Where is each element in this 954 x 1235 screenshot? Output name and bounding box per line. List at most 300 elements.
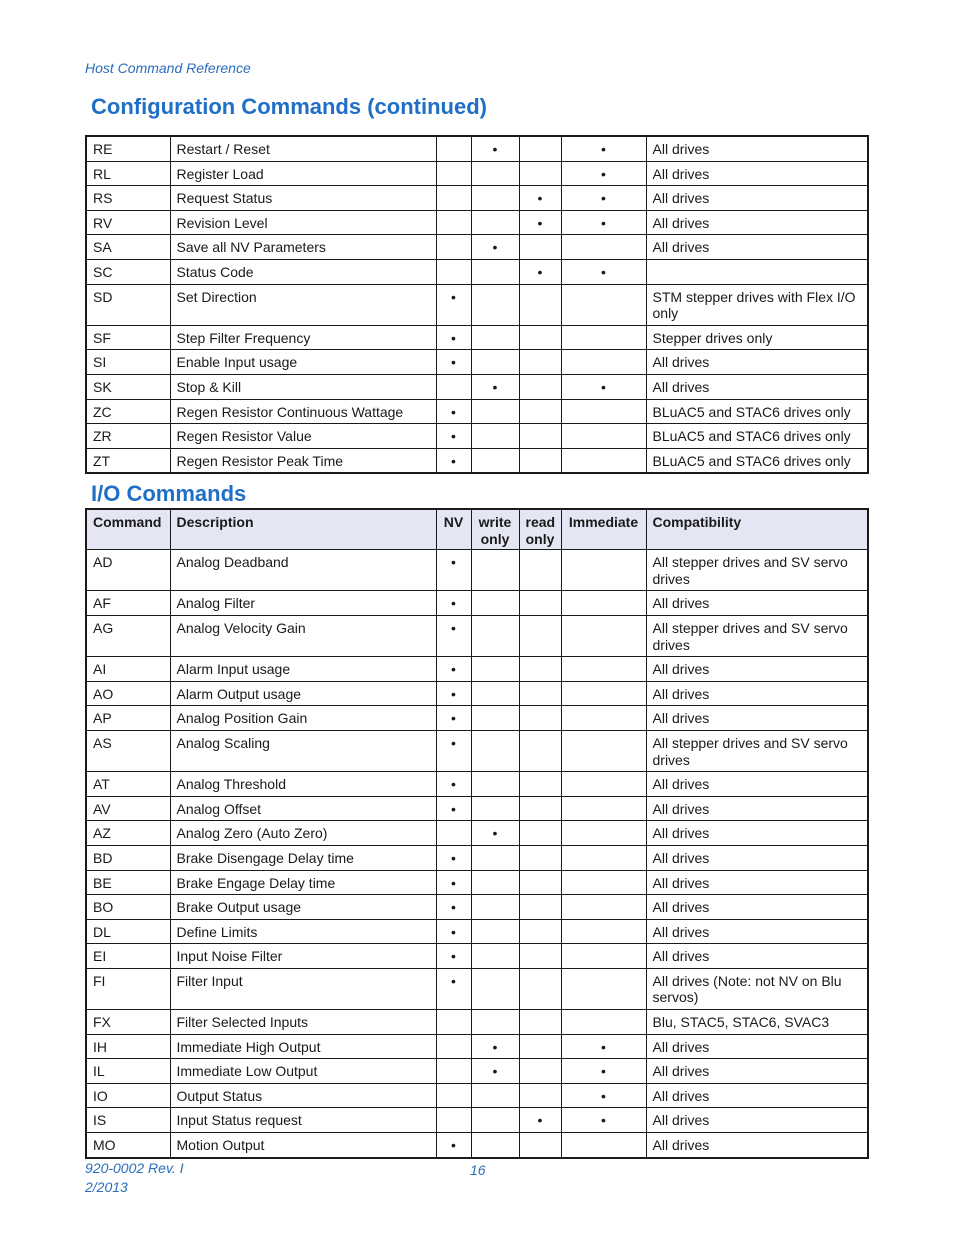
cell-write-only: • <box>471 1059 519 1084</box>
cell-command: DL <box>86 919 170 944</box>
cell-read-only <box>519 895 561 920</box>
cell-write-only <box>471 161 519 186</box>
cell-read-only <box>519 796 561 821</box>
cell-description: Analog Scaling <box>170 730 436 771</box>
cell-description: Step Filter Frequency <box>170 325 436 350</box>
cell-immediate <box>561 235 646 260</box>
cell-write-only <box>471 845 519 870</box>
cell-description: Analog Position Gain <box>170 706 436 731</box>
cell-read-only <box>519 1034 561 1059</box>
cell-compatibility: All drives <box>646 591 868 616</box>
cell-write-only <box>471 1108 519 1133</box>
cell-read-only <box>519 424 561 449</box>
table-row <box>86 968 868 1009</box>
cell-description: Output Status <box>170 1083 436 1108</box>
cell-description: Regen Resistor Continuous Wattage <box>170 399 436 424</box>
cell-command: AS <box>86 730 170 771</box>
cell-description: Motion Output <box>170 1133 436 1158</box>
cell-nv: • <box>436 968 471 1009</box>
cell-read-only <box>519 448 561 473</box>
cell-nv <box>436 210 471 235</box>
table-row <box>86 448 868 473</box>
cell-read-only <box>519 772 561 797</box>
cell-read-only: • <box>519 259 561 284</box>
io-commands-table <box>85 508 869 1159</box>
cell-immediate <box>561 657 646 682</box>
cell-read-only: • <box>519 186 561 211</box>
cell-command: RS <box>86 186 170 211</box>
cell-command: SI <box>86 350 170 375</box>
cell-read-only <box>519 706 561 731</box>
cell-description: Register Load <box>170 161 436 186</box>
cell-immediate <box>561 284 646 325</box>
table-row <box>86 706 868 731</box>
cell-description: Define Limits <box>170 919 436 944</box>
cell-description: Analog Zero (Auto Zero) <box>170 821 436 846</box>
cell-description: Analog Deadband <box>170 550 436 591</box>
cell-description: Input Status request <box>170 1108 436 1133</box>
cell-nv: • <box>436 772 471 797</box>
table-row <box>86 1034 868 1059</box>
cell-nv <box>436 161 471 186</box>
cell-compatibility: All stepper drives and SV servo drives <box>646 550 868 591</box>
cell-read-only <box>519 550 561 591</box>
cell-compatibility: All stepper drives and SV servo drives <box>646 615 868 656</box>
cell-write-only: • <box>471 374 519 399</box>
footer-doc-number: 920-0002 Rev. I <box>85 1160 184 1176</box>
header-nv: NV <box>436 509 471 550</box>
cell-compatibility: All drives <box>646 210 868 235</box>
cell-write-only <box>471 424 519 449</box>
cell-command: AO <box>86 681 170 706</box>
header-read-only-line2: only <box>525 530 555 547</box>
cell-write-only <box>471 284 519 325</box>
page-number: 16 <box>470 1162 486 1178</box>
cell-write-only <box>471 399 519 424</box>
cell-write-only <box>471 796 519 821</box>
cell-nv <box>436 186 471 211</box>
cell-command: AT <box>86 772 170 797</box>
cell-immediate <box>561 730 646 771</box>
cell-nv: • <box>436 845 471 870</box>
cell-command: BD <box>86 845 170 870</box>
cell-compatibility: STM stepper drives with Flex I/O only <box>646 284 868 325</box>
cell-read-only <box>519 136 561 161</box>
cell-compatibility: All drives <box>646 161 868 186</box>
cell-write-only: • <box>471 1034 519 1059</box>
table-row <box>86 550 868 591</box>
header-write-only-line2: only <box>480 530 510 547</box>
cell-compatibility: All drives <box>646 136 868 161</box>
cell-command: AP <box>86 706 170 731</box>
cell-compatibility: All drives <box>646 845 868 870</box>
cell-write-only <box>471 1083 519 1108</box>
cell-nv: • <box>436 944 471 969</box>
cell-command: IS <box>86 1108 170 1133</box>
cell-command: SD <box>86 284 170 325</box>
cell-nv <box>436 1108 471 1133</box>
cell-write-only <box>471 706 519 731</box>
cell-nv: • <box>436 681 471 706</box>
cell-nv: • <box>436 350 471 375</box>
cell-nv <box>436 1010 471 1035</box>
cell-command: IL <box>86 1059 170 1084</box>
cell-description: Input Noise Filter <box>170 944 436 969</box>
cell-immediate: • <box>561 1108 646 1133</box>
cell-immediate: • <box>561 1034 646 1059</box>
header-write-only-line1: write <box>478 514 512 530</box>
cell-immediate: • <box>561 259 646 284</box>
table-row <box>86 821 868 846</box>
cell-description: Analog Filter <box>170 591 436 616</box>
cell-write-only <box>471 681 519 706</box>
cell-immediate <box>561 968 646 1009</box>
cell-nv <box>436 374 471 399</box>
table-row <box>86 424 868 449</box>
cell-compatibility: All drives <box>646 681 868 706</box>
cell-read-only <box>519 944 561 969</box>
cell-read-only <box>519 235 561 260</box>
cell-immediate <box>561 895 646 920</box>
cell-read-only <box>519 350 561 375</box>
cell-immediate <box>561 350 646 375</box>
cell-command: AI <box>86 657 170 682</box>
io-table-body <box>86 550 868 1158</box>
cell-command: SK <box>86 374 170 399</box>
cell-compatibility: Blu, STAC5, STAC6, SVAC3 <box>646 1010 868 1035</box>
cell-command: ZT <box>86 448 170 473</box>
cell-command: AG <box>86 615 170 656</box>
cell-compatibility: All drives <box>646 1034 868 1059</box>
cell-write-only <box>471 350 519 375</box>
header-compatibility: Compatibility <box>646 509 868 550</box>
cell-command: ZR <box>86 424 170 449</box>
cell-write-only <box>471 448 519 473</box>
table-row <box>86 374 868 399</box>
table-row <box>86 944 868 969</box>
cell-nv: • <box>436 870 471 895</box>
cell-immediate <box>561 325 646 350</box>
table-row <box>86 772 868 797</box>
cell-immediate <box>561 944 646 969</box>
header-command: Command <box>86 509 170 550</box>
table-row <box>86 136 868 161</box>
cell-nv: • <box>436 591 471 616</box>
cell-description: Analog Velocity Gain <box>170 615 436 656</box>
cell-read-only <box>519 657 561 682</box>
cell-write-only <box>471 259 519 284</box>
cell-immediate <box>561 1010 646 1035</box>
cell-command: MO <box>86 1133 170 1158</box>
table-row <box>86 845 868 870</box>
cell-command: RE <box>86 136 170 161</box>
cell-read-only <box>519 284 561 325</box>
cell-command: ZC <box>86 399 170 424</box>
cell-immediate: • <box>561 1059 646 1084</box>
cell-command: FI <box>86 968 170 1009</box>
cell-description: Revision Level <box>170 210 436 235</box>
cell-compatibility: All drives <box>646 796 868 821</box>
cell-compatibility: All drives <box>646 1133 868 1158</box>
cell-nv <box>436 136 471 161</box>
cell-compatibility: All drives (Note: not NV on Blu servos) <box>646 968 868 1009</box>
cell-immediate <box>561 1133 646 1158</box>
cell-compatibility: BLuAC5 and STAC6 drives only <box>646 448 868 473</box>
table-row <box>86 325 868 350</box>
cell-read-only: • <box>519 210 561 235</box>
table-row <box>86 895 868 920</box>
header-immediate: Immediate <box>561 509 646 550</box>
cell-read-only <box>519 968 561 1009</box>
cell-nv: • <box>436 796 471 821</box>
cell-nv: • <box>436 284 471 325</box>
cell-compatibility: All drives <box>646 186 868 211</box>
cell-compatibility: All drives <box>646 657 868 682</box>
cell-nv: • <box>436 615 471 656</box>
cell-compatibility: All drives <box>646 706 868 731</box>
cell-immediate <box>561 796 646 821</box>
header-write-only <box>471 509 519 550</box>
cell-description: Set Direction <box>170 284 436 325</box>
cell-immediate <box>561 845 646 870</box>
table-row <box>86 1083 868 1108</box>
cell-nv: • <box>436 895 471 920</box>
cell-nv: • <box>436 448 471 473</box>
cell-write-only <box>471 657 519 682</box>
config-section-title: Configuration Commands (continued) <box>91 94 487 119</box>
cell-compatibility <box>646 259 868 284</box>
cell-description: Analog Threshold <box>170 772 436 797</box>
footer-document-info <box>85 1159 184 1197</box>
cell-write-only: • <box>471 136 519 161</box>
cell-nv <box>436 235 471 260</box>
cell-compatibility: All drives <box>646 350 868 375</box>
cell-immediate <box>561 550 646 591</box>
cell-compatibility: All drives <box>646 1083 868 1108</box>
header-read-only-line1: read <box>525 514 556 530</box>
cell-immediate <box>561 399 646 424</box>
table-row <box>86 870 868 895</box>
cell-immediate: • <box>561 1083 646 1108</box>
cell-compatibility: All drives <box>646 1108 868 1133</box>
cell-write-only <box>471 919 519 944</box>
cell-nv: • <box>436 657 471 682</box>
cell-compatibility: All stepper drives and SV servo drives <box>646 730 868 771</box>
cell-nv <box>436 1059 471 1084</box>
cell-write-only <box>471 772 519 797</box>
cell-nv: • <box>436 1133 471 1158</box>
cell-description: Save all NV Parameters <box>170 235 436 260</box>
config-table-body <box>86 136 868 473</box>
cell-compatibility: All drives <box>646 895 868 920</box>
cell-read-only <box>519 1133 561 1158</box>
cell-read-only <box>519 730 561 771</box>
table-row <box>86 681 868 706</box>
cell-write-only <box>471 895 519 920</box>
cell-description: Stop & Kill <box>170 374 436 399</box>
io-section-title: I/O Commands <box>91 481 247 506</box>
cell-compatibility: All drives <box>646 374 868 399</box>
cell-write-only <box>471 730 519 771</box>
cell-nv: • <box>436 325 471 350</box>
table-row <box>86 399 868 424</box>
table-row <box>86 186 868 211</box>
cell-read-only <box>519 681 561 706</box>
cell-immediate <box>561 424 646 449</box>
cell-read-only <box>519 1010 561 1035</box>
cell-description: Analog Offset <box>170 796 436 821</box>
table-row <box>86 1133 868 1158</box>
table-header-row <box>86 509 868 550</box>
config-commands-table <box>85 135 869 474</box>
cell-command: AZ <box>86 821 170 846</box>
cell-compatibility: Stepper drives only <box>646 325 868 350</box>
cell-write-only <box>471 186 519 211</box>
header-description: Description <box>170 509 436 550</box>
table-row <box>86 350 868 375</box>
cell-command: AV <box>86 796 170 821</box>
cell-command: SA <box>86 235 170 260</box>
cell-write-only <box>471 944 519 969</box>
cell-immediate <box>561 772 646 797</box>
cell-read-only <box>519 325 561 350</box>
cell-read-only <box>519 161 561 186</box>
cell-compatibility: All drives <box>646 235 868 260</box>
cell-command: BE <box>86 870 170 895</box>
cell-immediate <box>561 821 646 846</box>
cell-description: Filter Input <box>170 968 436 1009</box>
cell-description: Filter Selected Inputs <box>170 1010 436 1035</box>
table-row <box>86 259 868 284</box>
cell-read-only <box>519 615 561 656</box>
cell-command: RV <box>86 210 170 235</box>
cell-immediate: • <box>561 136 646 161</box>
cell-description: Brake Output usage <box>170 895 436 920</box>
table-row <box>86 796 868 821</box>
cell-write-only <box>471 968 519 1009</box>
cell-nv <box>436 259 471 284</box>
cell-compatibility: All drives <box>646 919 868 944</box>
footer-date: 2/2013 <box>85 1179 128 1195</box>
table-row <box>86 210 868 235</box>
table-row <box>86 919 868 944</box>
cell-command: AD <box>86 550 170 591</box>
cell-compatibility: All drives <box>646 1059 868 1084</box>
cell-immediate: • <box>561 161 646 186</box>
cell-immediate <box>561 919 646 944</box>
cell-description: Immediate High Output <box>170 1034 436 1059</box>
cell-description: Status Code <box>170 259 436 284</box>
cell-write-only <box>471 615 519 656</box>
cell-description: Alarm Input usage <box>170 657 436 682</box>
cell-nv: • <box>436 550 471 591</box>
cell-description: Request Status <box>170 186 436 211</box>
table-row <box>86 1059 868 1084</box>
cell-write-only <box>471 870 519 895</box>
cell-immediate: • <box>561 186 646 211</box>
table-row <box>86 591 868 616</box>
cell-compatibility: All drives <box>646 821 868 846</box>
cell-immediate: • <box>561 374 646 399</box>
cell-nv: • <box>436 730 471 771</box>
cell-compatibility: All drives <box>646 772 868 797</box>
cell-nv: • <box>436 399 471 424</box>
cell-immediate <box>561 681 646 706</box>
cell-nv <box>436 821 471 846</box>
cell-command: AF <box>86 591 170 616</box>
table-row <box>86 284 868 325</box>
cell-description: Restart / Reset <box>170 136 436 161</box>
cell-read-only <box>519 1083 561 1108</box>
cell-nv <box>436 1083 471 1108</box>
table-row <box>86 161 868 186</box>
cell-read-only <box>519 821 561 846</box>
cell-description: Enable Input usage <box>170 350 436 375</box>
cell-command: BO <box>86 895 170 920</box>
cell-write-only <box>471 1010 519 1035</box>
running-header: Host Command Reference <box>85 60 251 76</box>
cell-compatibility: All drives <box>646 870 868 895</box>
cell-compatibility: BLuAC5 and STAC6 drives only <box>646 399 868 424</box>
cell-compatibility: All drives <box>646 944 868 969</box>
cell-nv <box>436 1034 471 1059</box>
cell-command: SC <box>86 259 170 284</box>
cell-description: Brake Engage Delay time <box>170 870 436 895</box>
cell-write-only <box>471 550 519 591</box>
table-row <box>86 657 868 682</box>
cell-description: Alarm Output usage <box>170 681 436 706</box>
cell-immediate: • <box>561 210 646 235</box>
cell-immediate <box>561 615 646 656</box>
cell-immediate <box>561 448 646 473</box>
cell-write-only <box>471 1133 519 1158</box>
cell-read-only <box>519 845 561 870</box>
cell-description: Regen Resistor Value <box>170 424 436 449</box>
cell-description: Brake Disengage Delay time <box>170 845 436 870</box>
cell-compatibility: BLuAC5 and STAC6 drives only <box>646 424 868 449</box>
cell-immediate <box>561 706 646 731</box>
table-row <box>86 615 868 656</box>
cell-read-only <box>519 870 561 895</box>
cell-write-only <box>471 210 519 235</box>
header-read-only <box>519 509 561 550</box>
cell-command: FX <box>86 1010 170 1035</box>
cell-read-only <box>519 399 561 424</box>
cell-command: IO <box>86 1083 170 1108</box>
cell-nv: • <box>436 424 471 449</box>
cell-read-only <box>519 374 561 399</box>
cell-description: Regen Resistor Peak Time <box>170 448 436 473</box>
cell-command: IH <box>86 1034 170 1059</box>
table-row <box>86 730 868 771</box>
cell-nv: • <box>436 706 471 731</box>
cell-immediate <box>561 591 646 616</box>
cell-command: RL <box>86 161 170 186</box>
cell-read-only <box>519 1059 561 1084</box>
cell-read-only: • <box>519 1108 561 1133</box>
cell-description: Immediate Low Output <box>170 1059 436 1084</box>
cell-write-only <box>471 591 519 616</box>
cell-command: EI <box>86 944 170 969</box>
table-row <box>86 1108 868 1133</box>
table-row <box>86 235 868 260</box>
cell-command: SF <box>86 325 170 350</box>
cell-nv: • <box>436 919 471 944</box>
cell-read-only <box>519 919 561 944</box>
table-row <box>86 1010 868 1035</box>
cell-write-only: • <box>471 235 519 260</box>
cell-write-only: • <box>471 821 519 846</box>
